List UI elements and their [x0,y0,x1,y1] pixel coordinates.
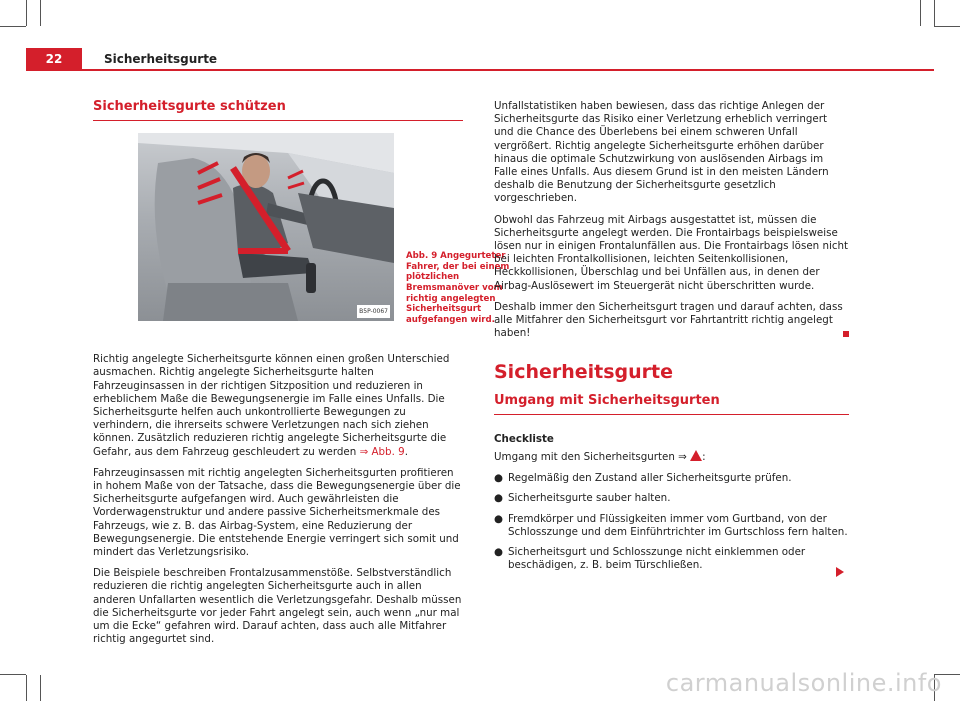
bullet-icon: ● [494,512,503,525]
crop-mark [934,0,935,26]
checklist-intro [494,450,849,464]
page-number: 22 [26,48,82,70]
warning-icon[interactable] [690,450,702,461]
chapter-heading: Sicherheitsgurte [494,361,674,384]
figure-code: B5P-0067 [357,305,390,318]
crop-mark [40,675,41,701]
list-item [494,472,849,485]
figure-caption: Abb. 9 Angegurteter Fahrer, der bei einem plötzlichen Bremsmanöver vom richtig angelegten Sicherheitsgurt aufgefangen wird. [406,251,510,325]
list-item [494,492,849,505]
paragraph: Die Beispiele beschreiben Frontalzusammenstöße. Selbstverständlich reduzieren die richtig angelegten Sicherheitsgurte auch in allen anderen Unfallarten wesentlich die Verletzungsgefahr. Deshalb müssen die Sicherheitsgurte vor jeder Fahrt angelegt sein, auch wenn „nur mal um die Ecke“ gefahren wird. Darauf achten, dass auch alle Mitfahrer richtig angegurtet sind. [93,567,462,646]
checklist-intro-text: Umgang mit den Sicherheitsgurten ⇒ [494,451,687,464]
paragraph-text: Richtig angelegte Sicherheitsgurte können einen großen Unterschied ausmachen. Richtig angelegte Sicherheitsgurte halten Fahrzeuginsassen in der richtigen Sitzposition und reduzieren in erheblichem Maße die Bewegungsenergie im Falle eines Unfalls. Die Sicherheitsgurte helfen auch unkontrollierte Bewegungen zu verhindern, die ihrerseits schwere Verletzungen nach sich ziehen können. Zusätzlich reduzieren richtig angelegte Sicherheitsgurte die Gefahr, aus dem Fahrzeug geschleudert zu werden [93,353,450,458]
paragraph: Obwohl das Fahrzeug mit Airbags ausgestattet ist, müssen die Sicherheitsgurte angelegt werden. Die Frontairbags beispielsweise lösen nur in einigen Frontalunfällen aus. Die Frontairbags lösen nicht bei leichten Frontalkollisionen, leichten Seitenkollisionen, Heckkollisionen, Überschlag und bei Unfällen aus, in denen der Airbag-Auslösewert im Steuergerät nicht überschritten wurde. [494,213,849,292]
figure-reference-link[interactable]: ⇒ Abb. 9 [359,445,405,458]
continue-arrow-icon[interactable] [836,567,844,577]
list-item-text: Fremdkörper und Flüssigkeiten immer vom Gurtband, von der Schlosszunge und dem Einführtrichter im Gurtschloss fern halten. [508,512,848,538]
crop-mark [920,0,921,26]
paragraph-tail: . [404,445,408,458]
crop-mark [0,674,26,675]
list-item-text: Regelmäßig den Zustand aller Sicherheitsgurte prüfen. [508,472,792,485]
list-item [494,546,849,572]
crop-mark [934,26,960,27]
bullet-icon: ● [494,546,503,559]
crop-mark [0,26,26,27]
end-of-section-icon [843,331,849,337]
header-rule [26,69,82,71]
running-header-title: Sicherheitsgurte [104,52,218,66]
paragraph [93,353,463,459]
bullet-icon: ● [494,472,503,485]
list-item-text: Sicherheitsgurt und Schlosszunge nicht einklemmen oder beschädigen, z. B. beim Türschließen. [508,546,806,572]
crop-mark [26,0,27,26]
left-column [93,99,510,654]
crop-mark [40,0,41,26]
bullet-icon: ● [494,492,503,505]
paragraph [494,301,849,341]
list-item [494,513,849,539]
section-heading: Sicherheitsgurte schützen [93,100,463,121]
right-column [494,100,849,579]
sub-heading: Umgang mit Sicherheitsgurten [494,394,849,415]
header-rule [82,69,934,71]
paragraph: Fahrzeuginsassen mit richtig angelegten Sicherheitsgurten profitieren in hohem Maße von der Tatsache, dass die Bewegungsenergie über die Sicherheitsgurte aufgefangen wird. Auch gewährleisten die Vorderwagenstruktur und andere passive Sicherheitsmerkmale des Fahrzeugs, wie z. B. das Airbag-System, eine Reduzierung der Bewegungsenergie. Die entstehende Energie verringert sich somit und mindert das Verletzungsrisiko. [93,466,461,559]
checklist-title: Checkliste [494,432,554,445]
crop-mark [26,675,27,701]
paragraph: Unfallstatistiken haben bewiesen, dass das richtige Anlegen der Sicherheitsgurte das Risiko einer Verletzung erheblich verringert und die Chance des Überlebens bei einem schweren Unfall vergrößert. Richtig angelegte Sicherheitsgurte erhöhen darüber hinaus die optimale Schutzwirkung von auslösenden Airbags im Falle eines Unfalls. Aus diesem Grund ist in den meisten Ländern deshalb die Benutzung der Sicherheitsgurte gesetzlich vorgeschrieben. [494,100,829,205]
watermark: carmanualsonline.info [665,669,942,697]
driver-seatbelt-illustration [138,133,394,321]
figure [93,133,510,353]
paragraph-text: Deshalb immer den Sicherheitsgurt tragen und darauf achten, dass alle Mitfahrer den Sicherheitsgurt vor Fahrtantritt richtig angelegt haben! [494,300,843,340]
list-item-text: Sicherheitsgurte sauber halten. [508,492,671,505]
driver-illustration-svg [138,133,394,321]
checklist-intro-tail: : [702,451,706,464]
